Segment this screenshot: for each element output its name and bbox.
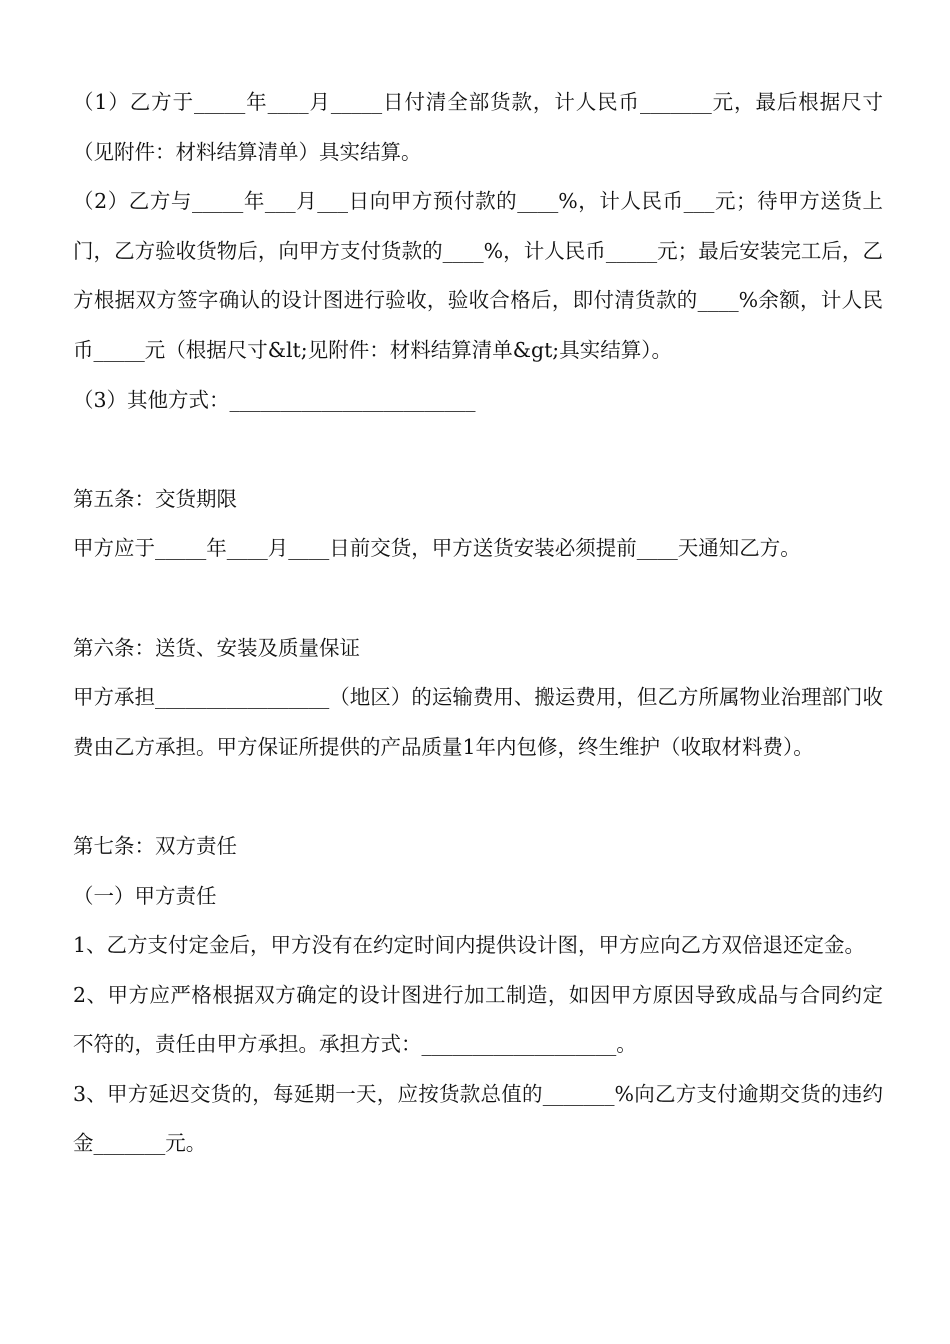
article-7-heading: 第七条：双方责任 [73, 833, 237, 858]
article-5-heading: 第五条：交货期限 [73, 486, 237, 511]
article-6-heading: 第六条：送货、安装及质量保证 [73, 635, 360, 660]
party-a-responsibility-2: 2、甲方应严格根据双方确定的设计图进行加工制造，如因甲方原因导致成品与合同约定不符的，责任由甲方承担。承担方式：___________________。 [73, 982, 883, 1057]
blank-line [73, 772, 883, 822]
payment-clause-3: （3）其他方式：________________________ [73, 387, 476, 412]
payment-clause-2: （2）乙方与_____年___月___日向甲方预付款的____%，计人民币___元；待甲方送货上门，乙方验收货物后，向甲方支付货款的____%，计人民币_____元；最后安装完工后，乙方根据双方签字确认的设计图进行验收，验收合格后，即付清货款的____%余额，计人民币_____元（根据尺寸&lt;见附件：材料结算清单&gt;具实结算）。 [73, 189, 883, 362]
blank-line [73, 425, 883, 475]
article-6-body: 甲方承担_________________（地区）的运输费用、搬运费用，但乙方所属物业治理部门收费由乙方承担。甲方保证所提供的产品质量1年内包修，终生维护（收取材料费）。 [73, 685, 883, 759]
party-a-responsibility-1: 1、乙方支付定金后，甲方没有在约定时间内提供设计图，甲方应向乙方双倍退还定金。 [73, 933, 866, 958]
party-a-responsibility-3: 3、甲方延迟交货的，每延期一天，应按货款总值的_______%向乙方支付逾期交货的违约金_______元。 [73, 1081, 883, 1156]
blank-line [73, 574, 883, 624]
party-a-responsibility-heading: （一）甲方责任 [73, 883, 217, 908]
article-5-body: 甲方应于_____年____月____日前交货，甲方送货安装必须提前____天通知乙方。 [73, 536, 801, 561]
payment-clause-1: （1）乙方于_____年____月_____日付清全部货款，计人民币_______元，最后根据尺寸（见附件：材料结算清单）具实结算。 [73, 90, 883, 164]
document-page [73, 78, 883, 1169]
